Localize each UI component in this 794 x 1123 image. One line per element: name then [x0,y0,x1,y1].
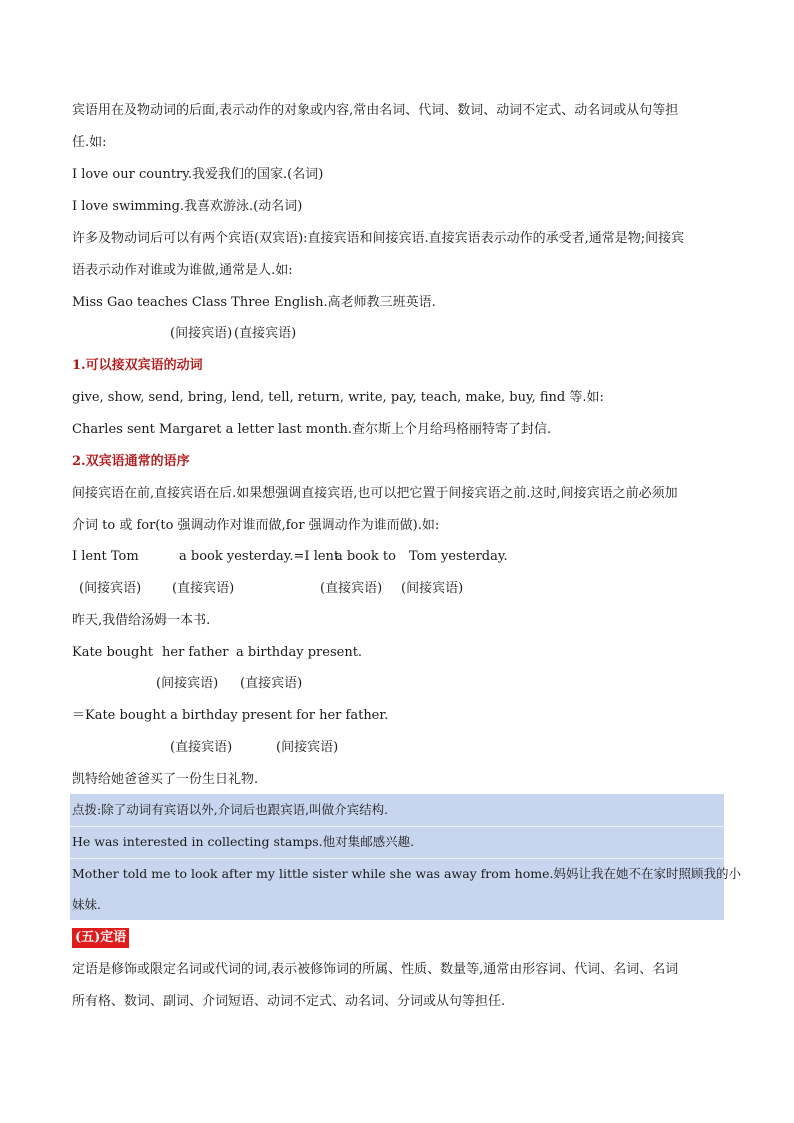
label-direct-object: (直接宾语) [170,740,233,755]
double-object-line-2: 语表示动作对谁或为谁做,通常是人.如: [72,263,293,278]
example-miss-gao: Miss Gao teaches Class Three English.高老师教三班英语. [72,295,436,310]
example-kate-alt: ＝Kate bought a birthday present for her father. [72,708,389,723]
label-indirect-object: (间接宾语) [79,581,142,596]
tip-divider [70,858,724,859]
tip-line-1: 点拨:除了动词有宾语以外,介词后也跟宾语,叫做介宾结构. [72,802,389,817]
section-2-heading: 2.双宾语通常的语序 [72,454,190,469]
example-love-country: I love our country.我爱我们的国家.(名词) [72,167,324,182]
label-indirect-object: (间接宾语) [401,581,464,596]
example-love-swimming: I love swimming.我喜欢游泳.(动名词) [72,199,303,214]
example-charles: Charles sent Margaret a letter last month.查尔斯上个月给玛格丽特寄了封信. [72,422,552,437]
tip-line-3: Mother told me to look after my little sister while she was away from home.妈妈让我在她不在家时照顾我的小 [72,866,741,881]
label-indirect-object: (间接宾语) [276,740,339,755]
word-order-line-1: 间接宾语在前,直接宾语在后.如果想强调直接宾语,也可以把它置于间接宾语之前.这时,间接宾语之前必须加 [72,486,678,501]
label-direct-object: (直接宾语) [234,326,297,341]
label-direct-object: (直接宾语) [240,676,303,691]
translation-lent: 昨天,我借给汤姆一本书. [72,613,211,628]
intro-line-2: 任.如: [72,135,107,150]
example-lent-part-b: a book yesterday.=I lent [179,549,340,564]
example-lent-part-c: a book to [335,549,396,564]
attribute-line-2: 所有格、数词、副词、介词短语、动词不定式、动名词、分词或从句等担任. [72,994,506,1009]
tip-box [70,794,741,920]
label-indirect-object: (间接宾语) [156,676,219,691]
section-5-tag: (五)定语 [72,928,129,948]
label-direct-object: (直接宾语) [172,581,235,596]
translation-kate: 凯特给她爸爸买了一份生日礼物. [72,772,259,787]
example-kate-part-a: Kate bought [72,645,153,660]
double-object-line-1: 许多及物动词后可以有两个宾语(双宾语):直接宾语和间接宾语.直接宾语表示动作的承受者,通常是物;间接宾 [72,231,685,246]
example-lent-part-d: Tom yesterday. [409,549,508,564]
label-indirect-object: (间接宾语) [170,326,233,341]
word-order-line-2: 介词 to 或 for(to 强调动作对谁而做,for 强调动作为谁而做).如: [72,518,440,533]
tip-line-4: 妹妹. [72,897,101,912]
attribute-line-1: 定语是修饰或限定名词或代词的词,表示被修饰词的所属、性质、数量等,通常由形容词、代词、名词、名词 [72,962,679,977]
tip-divider [70,826,724,827]
tip-line-2: He was interested in collecting stamps.他对集邮感兴趣. [72,834,415,849]
example-kate-part-b: her father [162,645,229,660]
section-1-heading: 1.可以接双宾语的动词 [72,358,203,373]
example-lent-part-a: I lent Tom [72,549,139,564]
example-kate-part-c: a birthday present. [236,645,363,660]
intro-line-1: 宾语用在及物动词的后面,表示动作的对象或内容,常由名词、代词、数词、动词不定式、动名词或从句等担 [72,103,679,118]
label-direct-object: (直接宾语) [320,581,383,596]
double-object-verbs: give, show, send, bring, lend, tell, return, write, pay, teach, make, buy, find 等.如: [72,390,604,405]
